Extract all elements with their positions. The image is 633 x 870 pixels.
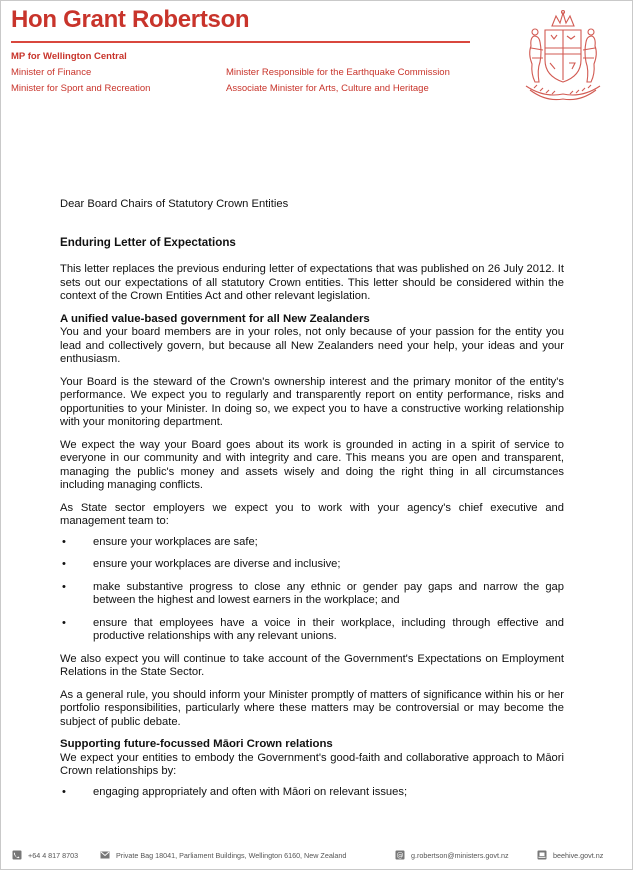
- list-item: • engaging appropriately and often with Māori on relevant issues;: [62, 785, 408, 798]
- svg-text:@: @: [396, 851, 404, 860]
- paragraph-employers: As State sector employers we expect you to work with your agency's chief executive and management team to:: [60, 501, 564, 527]
- coat-of-arms-icon: [504, 8, 622, 106]
- footer-website: beehive.govt.nz: [553, 851, 604, 860]
- paragraph-inform-minister: As a general rule, you should inform your Minister promptly of matters of significance within his or her portfolio responsibilities, particularly where these matters may be controversial or may become the subject of public debate.: [60, 688, 564, 728]
- list-item: • ensure your workplaces are diverse and inclusive;: [62, 558, 341, 570]
- list-item: • ensure that employees have a voice in their workplace, including through effective and productive relationships with any relevant unions.: [62, 616, 564, 642]
- email-icon: [395, 850, 405, 860]
- role-arts: Associate Minister for Arts, Culture and Heritage: [226, 83, 429, 94]
- list-item: • make substantive progress to close any ethnic or gender pay gaps and narrow the gap between the highest and lowest earners in the workplace; and: [62, 580, 564, 606]
- paragraph-roles: You and your board members are in your roles, not only because of your passion for the entity you lead and collectively govern, but because all New Zealanders need your help, your ideas and your enthusiasm.: [60, 326, 564, 365]
- letterhead-rule: [11, 41, 470, 43]
- bullet-icon: •: [62, 580, 66, 593]
- role-finance: Minister of Finance: [11, 67, 92, 78]
- bullet-icon: •: [62, 616, 66, 629]
- envelope-icon: [100, 850, 110, 860]
- laptop-icon: [537, 850, 547, 860]
- phone-icon: [12, 850, 22, 860]
- section-heading-maori-crown: Supporting future-focussed Māori Crown relations: [60, 738, 333, 750]
- section-heading-unified: A unified value-based government for all New Zealanders: [60, 312, 370, 325]
- paragraph-stewardship: Your Board is the steward of the Crown's ownership interest and the primary monitor of the entity's performance. We expect you to regularly and transparently report on entity performance, risks and opportunities to your Minister. In doing so, we expect you to have a constructive working relationship with your monitoring department.: [60, 375, 564, 428]
- letter-title: Enduring Letter of Expectations: [60, 235, 236, 249]
- paragraph-service: We expect the way your Board goes about its work is grounded in acting in a spirit of service to everyone in our community and with integrity and care. This means you are open and transparent, managing the public's money and assets wisely and doing the right thing in all circumstances including managing conflicts.: [60, 438, 564, 491]
- employer-expectations-list: [60, 536, 564, 644]
- constituency: MP for Wellington Central: [11, 51, 127, 62]
- letter-body: [60, 198, 564, 808]
- bullet-icon: •: [62, 785, 66, 798]
- role-eqc: Minister Responsible for the Earthquake Commission: [226, 67, 450, 78]
- letter-footer: [0, 849, 633, 863]
- paragraph-maori-crown: We expect your entities to embody the Government's good-faith and collaborative approach to Māori Crown relationships by:: [60, 751, 564, 777]
- maori-crown-list: [60, 786, 564, 800]
- bullet-icon: •: [62, 535, 66, 548]
- list-item: • ensure your workplaces are safe;: [62, 535, 258, 548]
- footer-address: Private Bag 18041, Parliament Buildings, Wellington 6160, New Zealand: [116, 851, 347, 860]
- salutation: Dear Board Chairs of Statutory Crown Entities: [60, 198, 289, 210]
- role-sport: Minister for Sport and Recreation: [11, 83, 151, 94]
- footer-phone: +64 4 817 8703: [28, 851, 79, 860]
- minister-name: Hon Grant Robertson: [11, 6, 250, 33]
- paragraph-employment-relations: We also expect you will continue to take account of the Government's Expectations on Employment Relations in the State Sector.: [60, 652, 564, 678]
- intro-paragraph: This letter replaces the previous enduring letter of expectations that was published on 26 July 2012. It sets out our expectations of all statutory Crown entities. This letter should be considered within the context of the Crown Entities Act and other relevant legislation.: [60, 263, 564, 302]
- bullet-icon: •: [62, 558, 66, 570]
- footer-email: g.robertson@ministers.govt.nz: [411, 851, 509, 860]
